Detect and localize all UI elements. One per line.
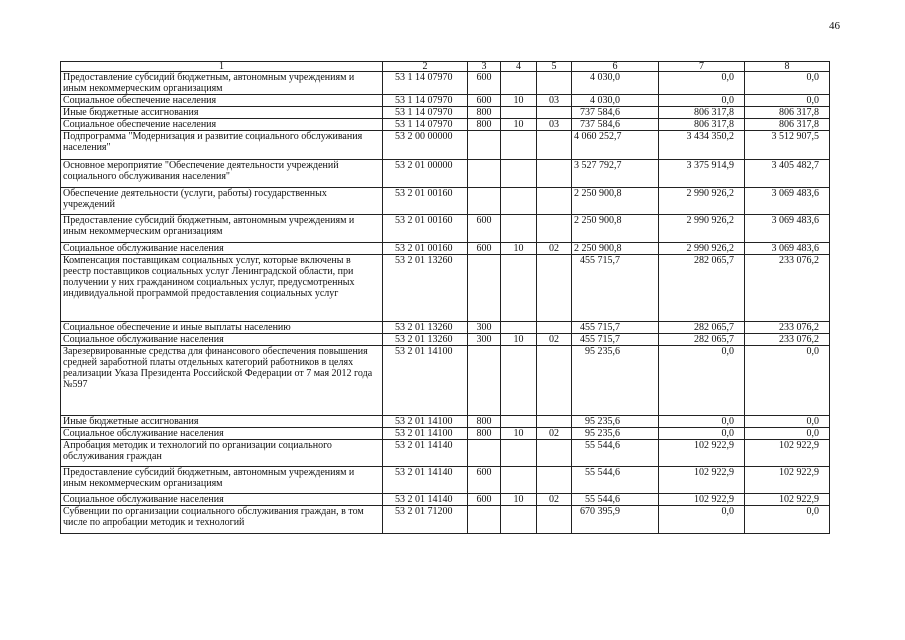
table-row — [61, 322, 830, 334]
amount-col8: 3 069 483,6 — [745, 243, 830, 255]
section: 10 — [501, 119, 537, 131]
budget-code: 53 2 01 14140 — [383, 440, 468, 467]
expense-type — [468, 188, 501, 215]
table-row — [61, 107, 830, 119]
amount-col7: 806 317,8 — [659, 107, 745, 119]
table-row — [61, 506, 830, 534]
table-body — [61, 62, 830, 534]
row-name: Предоставление субсидий бюджетным, автономным учреждениям и иным некоммерческим организациям — [61, 467, 383, 494]
subsection — [537, 255, 572, 322]
section — [501, 255, 537, 322]
column-header: 7 — [659, 62, 745, 72]
expense-type: 600 — [468, 494, 501, 506]
table-row — [61, 416, 830, 428]
amount-col6: 670 395,9 — [572, 506, 659, 534]
amount-col7: 282 065,7 — [659, 334, 745, 346]
row-name: Социальное обеспечение и иные выплаты населению — [61, 322, 383, 334]
amount-col6: 737 584,6 — [572, 119, 659, 131]
expense-type: 300 — [468, 334, 501, 346]
table-row — [61, 160, 830, 188]
subsection — [537, 346, 572, 416]
budget-code: 53 2 01 13260 — [383, 255, 468, 322]
section — [501, 346, 537, 416]
section: 10 — [501, 428, 537, 440]
amount-col7: 102 922,9 — [659, 467, 745, 494]
subsection — [537, 440, 572, 467]
budget-code: 53 2 01 14100 — [383, 428, 468, 440]
amount-col6: 4 060 252,7 — [572, 131, 659, 160]
amount-col6: 4 030,0 — [572, 95, 659, 107]
amount-col7: 3 375 914,9 — [659, 160, 745, 188]
subsection — [537, 416, 572, 428]
expense-type: 800 — [468, 428, 501, 440]
row-name: Субвенции по организации социального обслуживания граждан, в том числе по апробации методик и технологий — [61, 506, 383, 534]
amount-col6: 3 527 792,7 — [572, 160, 659, 188]
budget-code: 53 1 14 07970 — [383, 107, 468, 119]
budget-code: 53 2 01 00160 — [383, 243, 468, 255]
amount-col8: 0,0 — [745, 346, 830, 416]
section: 10 — [501, 494, 537, 506]
expense-type: 600 — [468, 95, 501, 107]
subsection — [537, 72, 572, 95]
row-name: Основное мероприятие "Обеспечение деятельности учреждений социального обслуживания населения" — [61, 160, 383, 188]
subsection — [537, 506, 572, 534]
subsection — [537, 107, 572, 119]
budget-code: 53 1 14 07970 — [383, 72, 468, 95]
row-name: Социальное обеспечение населения — [61, 119, 383, 131]
amount-col6: 55 544,6 — [572, 494, 659, 506]
table-row — [61, 440, 830, 467]
section — [501, 322, 537, 334]
column-header: 6 — [572, 62, 659, 72]
budget-code: 53 2 01 14140 — [383, 494, 468, 506]
amount-col8: 233 076,2 — [745, 334, 830, 346]
section — [501, 215, 537, 243]
column-header: 4 — [501, 62, 537, 72]
section — [501, 160, 537, 188]
budget-code: 53 2 01 00000 — [383, 160, 468, 188]
table-row — [61, 188, 830, 215]
budget-code: 53 2 01 14100 — [383, 346, 468, 416]
amount-col7: 2 990 926,2 — [659, 188, 745, 215]
amount-col8: 102 922,9 — [745, 440, 830, 467]
expense-type: 300 — [468, 322, 501, 334]
subsection — [537, 215, 572, 243]
row-name: Социальное обслуживание населения — [61, 428, 383, 440]
amount-col8: 3 512 907,5 — [745, 131, 830, 160]
budget-code: 53 2 01 00160 — [383, 215, 468, 243]
subsection: 02 — [537, 494, 572, 506]
subsection — [537, 188, 572, 215]
subsection: 02 — [537, 334, 572, 346]
section — [501, 72, 537, 95]
amount-col6: 455 715,7 — [572, 255, 659, 322]
row-name: Социальное обслуживание населения — [61, 494, 383, 506]
row-name: Обеспечение деятельности (услуги, работы) государственных учреждений — [61, 188, 383, 215]
budget-code: 53 2 01 14100 — [383, 416, 468, 428]
amount-col6: 455 715,7 — [572, 322, 659, 334]
row-name: Апробация методик и технологий по организации социального обслуживания граждан — [61, 440, 383, 467]
amount-col7: 3 434 350,2 — [659, 131, 745, 160]
amount-col8: 3 069 483,6 — [745, 188, 830, 215]
table-row — [61, 346, 830, 416]
expense-type — [468, 346, 501, 416]
amount-col8: 3 405 482,7 — [745, 160, 830, 188]
subsection: 03 — [537, 119, 572, 131]
amount-col7: 102 922,9 — [659, 494, 745, 506]
expense-type: 600 — [468, 72, 501, 95]
table-row — [61, 131, 830, 160]
amount-col7: 0,0 — [659, 416, 745, 428]
expense-type — [468, 131, 501, 160]
budget-code: 53 2 01 71200 — [383, 506, 468, 534]
amount-col8: 806 317,8 — [745, 119, 830, 131]
expense-type: 600 — [468, 467, 501, 494]
amount-col8: 0,0 — [745, 416, 830, 428]
row-name: Предоставление субсидий бюджетным, автономным учреждениям и иным некоммерческим организациям — [61, 215, 383, 243]
amount-col8: 0,0 — [745, 95, 830, 107]
amount-col7: 282 065,7 — [659, 255, 745, 322]
row-name: Социальное обеспечение населения — [61, 95, 383, 107]
table-row — [61, 119, 830, 131]
expense-type — [468, 160, 501, 188]
amount-col8: 102 922,9 — [745, 467, 830, 494]
expense-type: 800 — [468, 107, 501, 119]
amount-col7: 0,0 — [659, 506, 745, 534]
section: 10 — [501, 334, 537, 346]
subsection: 03 — [537, 95, 572, 107]
amount-col8: 0,0 — [745, 428, 830, 440]
table-row — [61, 243, 830, 255]
row-name: Иные бюджетные ассигнования — [61, 107, 383, 119]
section: 10 — [501, 95, 537, 107]
table-row — [61, 215, 830, 243]
expense-type — [468, 255, 501, 322]
amount-col8: 233 076,2 — [745, 322, 830, 334]
expense-type: 800 — [468, 416, 501, 428]
subsection — [537, 131, 572, 160]
section — [501, 506, 537, 534]
column-header: 8 — [745, 62, 830, 72]
amount-col6: 2 250 900,8 — [572, 243, 659, 255]
budget-code: 53 2 01 13260 — [383, 322, 468, 334]
section — [501, 131, 537, 160]
expense-type — [468, 506, 501, 534]
amount-col7: 0,0 — [659, 346, 745, 416]
section: 10 — [501, 243, 537, 255]
amount-col6: 95 235,6 — [572, 416, 659, 428]
amount-col8: 233 076,2 — [745, 255, 830, 322]
budget-code: 53 2 01 13260 — [383, 334, 468, 346]
row-name: Социальное обслуживание населения — [61, 243, 383, 255]
budget-code: 53 2 01 00160 — [383, 188, 468, 215]
amount-col6: 2 250 900,8 — [572, 188, 659, 215]
amount-col7: 806 317,8 — [659, 119, 745, 131]
column-header: 1 — [61, 62, 383, 72]
amount-col7: 0,0 — [659, 95, 745, 107]
section — [501, 416, 537, 428]
section — [501, 467, 537, 494]
budget-code: 53 2 01 14140 — [383, 467, 468, 494]
expense-type: 600 — [468, 215, 501, 243]
column-header: 2 — [383, 62, 468, 72]
subsection — [537, 322, 572, 334]
row-name: Предоставление субсидий бюджетным, автономным учреждениям и иным некоммерческим организациям — [61, 72, 383, 95]
subsection — [537, 160, 572, 188]
amount-col8: 3 069 483,6 — [745, 215, 830, 243]
page-number: 46 — [829, 20, 840, 32]
subsection: 02 — [537, 428, 572, 440]
budget-code: 53 2 00 00000 — [383, 131, 468, 160]
subsection — [537, 467, 572, 494]
amount-col6: 95 235,6 — [572, 346, 659, 416]
amount-col7: 0,0 — [659, 428, 745, 440]
row-name: Подпрограмма "Модернизация и развитие социального обслуживания населения" — [61, 131, 383, 160]
amount-col8: 0,0 — [745, 506, 830, 534]
amount-col8: 806 317,8 — [745, 107, 830, 119]
amount-col7: 0,0 — [659, 72, 745, 95]
amount-col6: 737 584,6 — [572, 107, 659, 119]
amount-col7: 2 990 926,2 — [659, 243, 745, 255]
amount-col6: 55 544,6 — [572, 467, 659, 494]
table-row — [61, 467, 830, 494]
amount-col8: 0,0 — [745, 72, 830, 95]
row-name: Социальное обслуживание населения — [61, 334, 383, 346]
column-header: 3 — [468, 62, 501, 72]
table-row — [61, 494, 830, 506]
amount-col7: 2 990 926,2 — [659, 215, 745, 243]
table-row — [61, 95, 830, 107]
table-row — [61, 255, 830, 322]
section — [501, 188, 537, 215]
column-header: 5 — [537, 62, 572, 72]
amount-col6: 4 030,0 — [572, 72, 659, 95]
amount-col7: 282 065,7 — [659, 322, 745, 334]
header-row — [61, 62, 830, 72]
table-row — [61, 334, 830, 346]
row-name: Иные бюджетные ассигнования — [61, 416, 383, 428]
budget-table — [60, 61, 830, 534]
section — [501, 107, 537, 119]
row-name: Зарезервированные средства для финансового обеспечения повышения средней заработной платы отдельных категорий работников в целях реализации Указа Президента Российской Федерации от 7 мая 2012 года №597 — [61, 346, 383, 416]
amount-col6: 455 715,7 — [572, 334, 659, 346]
expense-type: 600 — [468, 243, 501, 255]
table-row — [61, 72, 830, 95]
amount-col6: 95 235,6 — [572, 428, 659, 440]
row-name: Компенсация поставщикам социальных услуг, которые включены в реестр поставщиков социальных услуг Ленинградской области, при получении у них гражданином социальных услуг, предусмотренных индивидуальной программой предоставления социальных услуг — [61, 255, 383, 322]
expense-type — [468, 440, 501, 467]
subsection: 02 — [537, 243, 572, 255]
amount-col6: 55 544,6 — [572, 440, 659, 467]
amount-col7: 102 922,9 — [659, 440, 745, 467]
table-row — [61, 428, 830, 440]
section — [501, 440, 537, 467]
expense-type: 800 — [468, 119, 501, 131]
amount-col6: 2 250 900,8 — [572, 215, 659, 243]
amount-col8: 102 922,9 — [745, 494, 830, 506]
budget-code: 53 1 14 07970 — [383, 119, 468, 131]
budget-code: 53 1 14 07970 — [383, 95, 468, 107]
